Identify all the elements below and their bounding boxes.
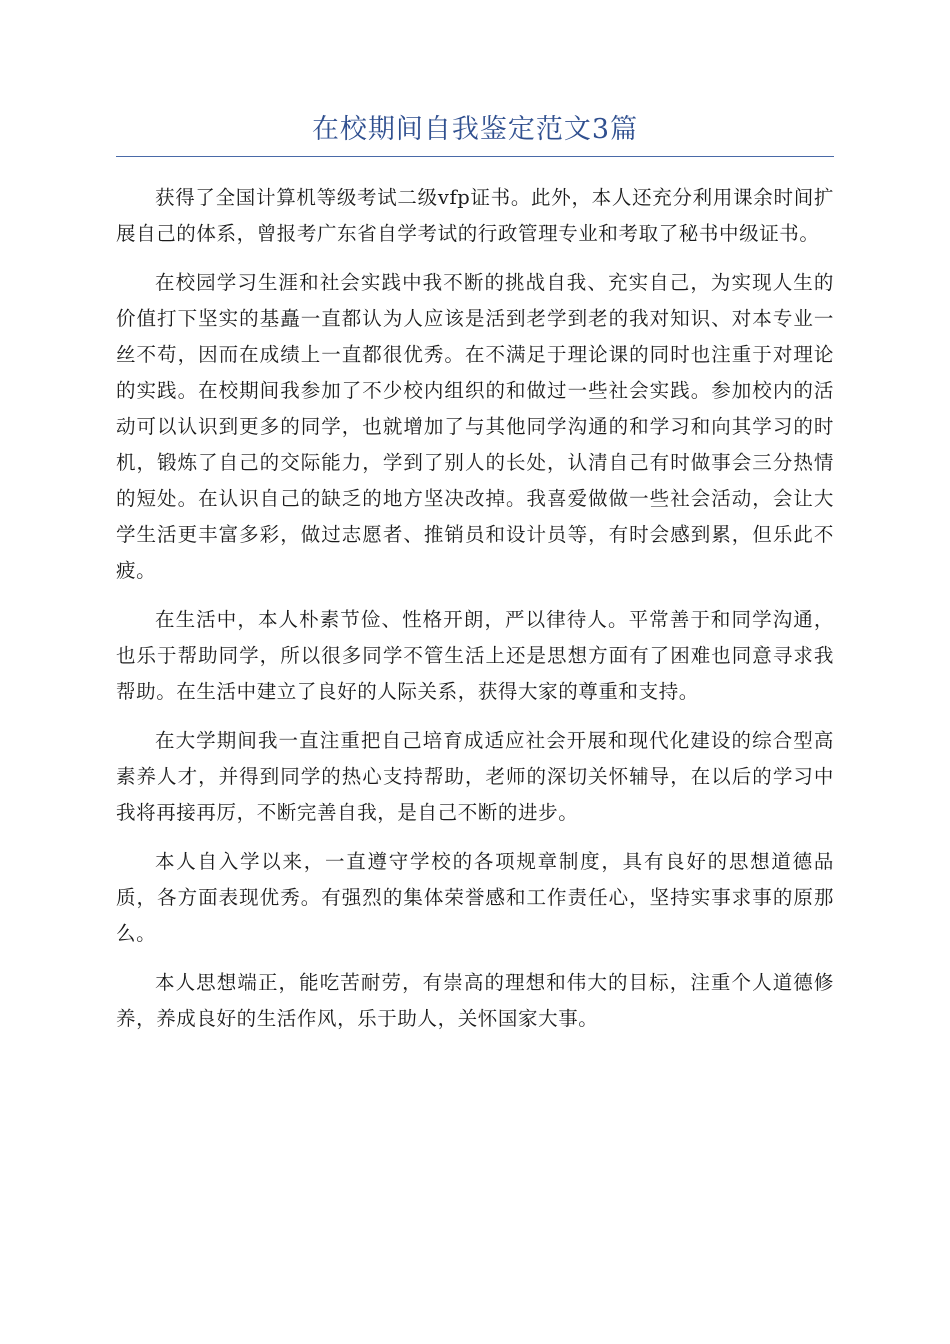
paragraph-1: 获得了全国计算机等级考试二级vfp证书。此外，本人还充分利用课余时间扩展自己的体系，曾报考广东省自学考试的行政管理专业和考取了秘书中级证书。 <box>116 186 834 245</box>
paragraph-2: 在校园学习生涯和社会实践中我不断的挑战自我、充实自己，为实现人生的价值打下坚实的基矗一直都认为人应该是活到老学到老的我对知识、对本专业一丝不苟，因而在成绩上一直都很优秀。在不满足于理论课的同时也注重于对理论的实践。在校期间我参加了不少校内组织的和做过一些社会实践。参加校内的活动可以认识到更多的同学，也就增加了与其他同学沟通的和学习和向其学习的时机，锻炼了自己的交际能力，学到了别人的长处，认清自己有时做事会三分热情的短处。在认识自己的缺乏的地方坚决改掉。我喜爱做做一些社会活动，会让大学生活更丰富多彩，做过志愿者、推销员和设计员等，有时会感到累，但乐此不疲。 <box>116 271 834 582</box>
paragraph-4: 在大学期间我一直注重把自己培育成适应社会开展和现代化建设的综合型高素养人才，并得到同学的热心支持帮助，老师的深切关怀辅导，在以后的学习中我将再接再厉，不断完善自我，是自己不断的进步。 <box>116 729 834 824</box>
paragraph-6: 本人思想端正，能吃苦耐劳，有崇高的理想和伟大的目标，注重个人道德修养，养成良好的生活作风，乐于助人，关怀国家大事。 <box>116 971 834 1030</box>
document-page <box>116 110 834 1050</box>
paragraph-5: 本人自入学以来，一直遵守学校的各项规章制度，具有良好的思想道德品质，各方面表现优秀。有强烈的集体荣誉感和工作责任心，坚持实事求事的原那么。 <box>116 850 834 945</box>
document-title: 在校期间自我鉴定范文3篇 <box>311 114 639 145</box>
title-underline <box>116 156 834 157</box>
document-body <box>116 180 834 1037</box>
paragraph-3: 在生活中，本人朴素节俭、性格开朗，严以律待人。平常善于和同学沟通，也乐于帮助同学，所以很多同学不管生活上还是思想方面有了困难也同意寻求我帮助。在生活中建立了良好的人际关系，获得大家的尊重和支持。 <box>116 608 834 703</box>
